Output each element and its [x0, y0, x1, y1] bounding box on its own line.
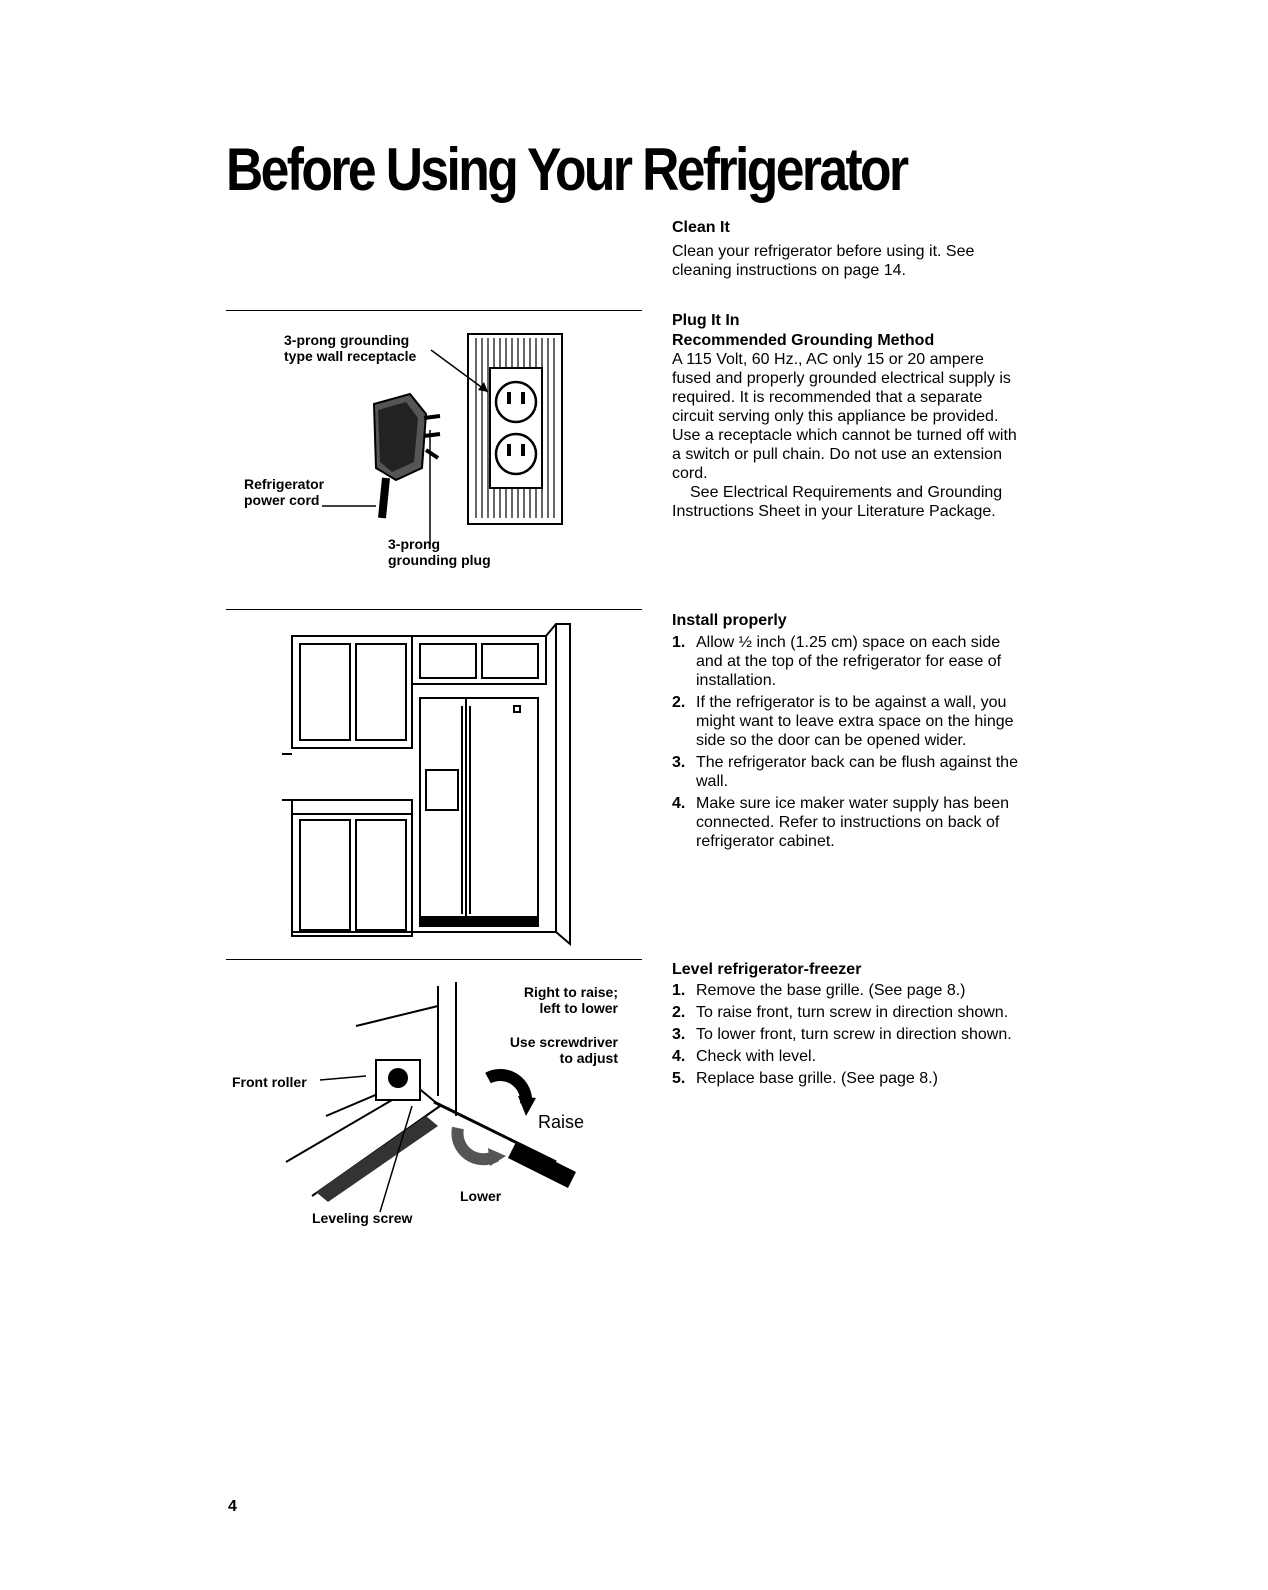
receptacle-label: 3-prong grounding type wall receptacle	[284, 332, 417, 364]
clean-heading: Clean It	[672, 219, 730, 236]
install-steps	[672, 633, 1018, 854]
raise-lower-note: Right to raise; left to lower	[523, 984, 618, 1016]
list-item: 5. Replace base grille. (See page 8.)	[672, 1070, 938, 1087]
list-item: 1. Allow ½ inch (1.25 cm) space on each side and at the top of the refrigerator for ease of installation.	[672, 634, 1002, 689]
level-steps	[672, 981, 1012, 1091]
level-heading: Level refrigerator-freezer	[672, 961, 862, 978]
section-divider	[226, 609, 642, 610]
plug-heading: Plug It In	[672, 312, 740, 329]
clean-text: Clean your refrigerator before using it. See cleaning instructions on page 14.	[672, 243, 975, 279]
installation-illustration	[226, 614, 646, 954]
list-item: 4. Make sure ice maker water supply has been connected. Refer to instructions on back of refrigerator cabinet.	[672, 795, 1010, 850]
leveling-figure	[226, 966, 646, 1230]
list-item: 3. To lower front, turn screw in direction shown.	[672, 1026, 1012, 1043]
plug-figure	[226, 318, 646, 578]
list-item: 3. The refrigerator back can be flush against the wall.	[672, 754, 1018, 790]
plug-text: A 115 Volt, 60 Hz., AC only 15 or 20 ampere fused and properly grounded electrical supply is required. It is recommended that a separate circuit serving only this appliance be provided. Use a receptacle which cannot be turned off with a switch or pull chain. Do not use an extension cord. See Electrical Requirements and Grounding Instructions Sheet in your Literature Package.	[672, 351, 1017, 520]
section-divider	[226, 959, 642, 960]
plug-subheading: Recommended Grounding Method	[672, 332, 935, 349]
leveling-screw-label: Leveling screw	[312, 1210, 413, 1226]
list-item: 2. If the refrigerator is to be against a wall, you might want to leave extra space on the hinge side so the door can be opened wider.	[672, 694, 1014, 749]
list-item: 2. To raise front, turn screw in direction shown.	[672, 1004, 1009, 1021]
page-number: 4	[228, 1498, 237, 1515]
raise-label: Raise	[538, 1112, 585, 1132]
front-roller-label: Front roller	[232, 1074, 307, 1090]
screwdriver-note: Use screwdriver to adjust	[509, 1034, 618, 1066]
install-heading: Install properly	[672, 612, 787, 629]
page-title: Before Using Your Refrigerator	[226, 136, 907, 203]
section-divider	[226, 310, 642, 311]
list-item: 4. Check with level.	[672, 1048, 817, 1065]
list-item: 1. Remove the base grille. (See page 8.)	[672, 982, 966, 999]
power-cord-label: Refrigerator power cord	[244, 476, 325, 508]
grounding-plug-label: 3-prong grounding plug	[388, 536, 491, 568]
lower-label: Lower	[460, 1188, 502, 1204]
